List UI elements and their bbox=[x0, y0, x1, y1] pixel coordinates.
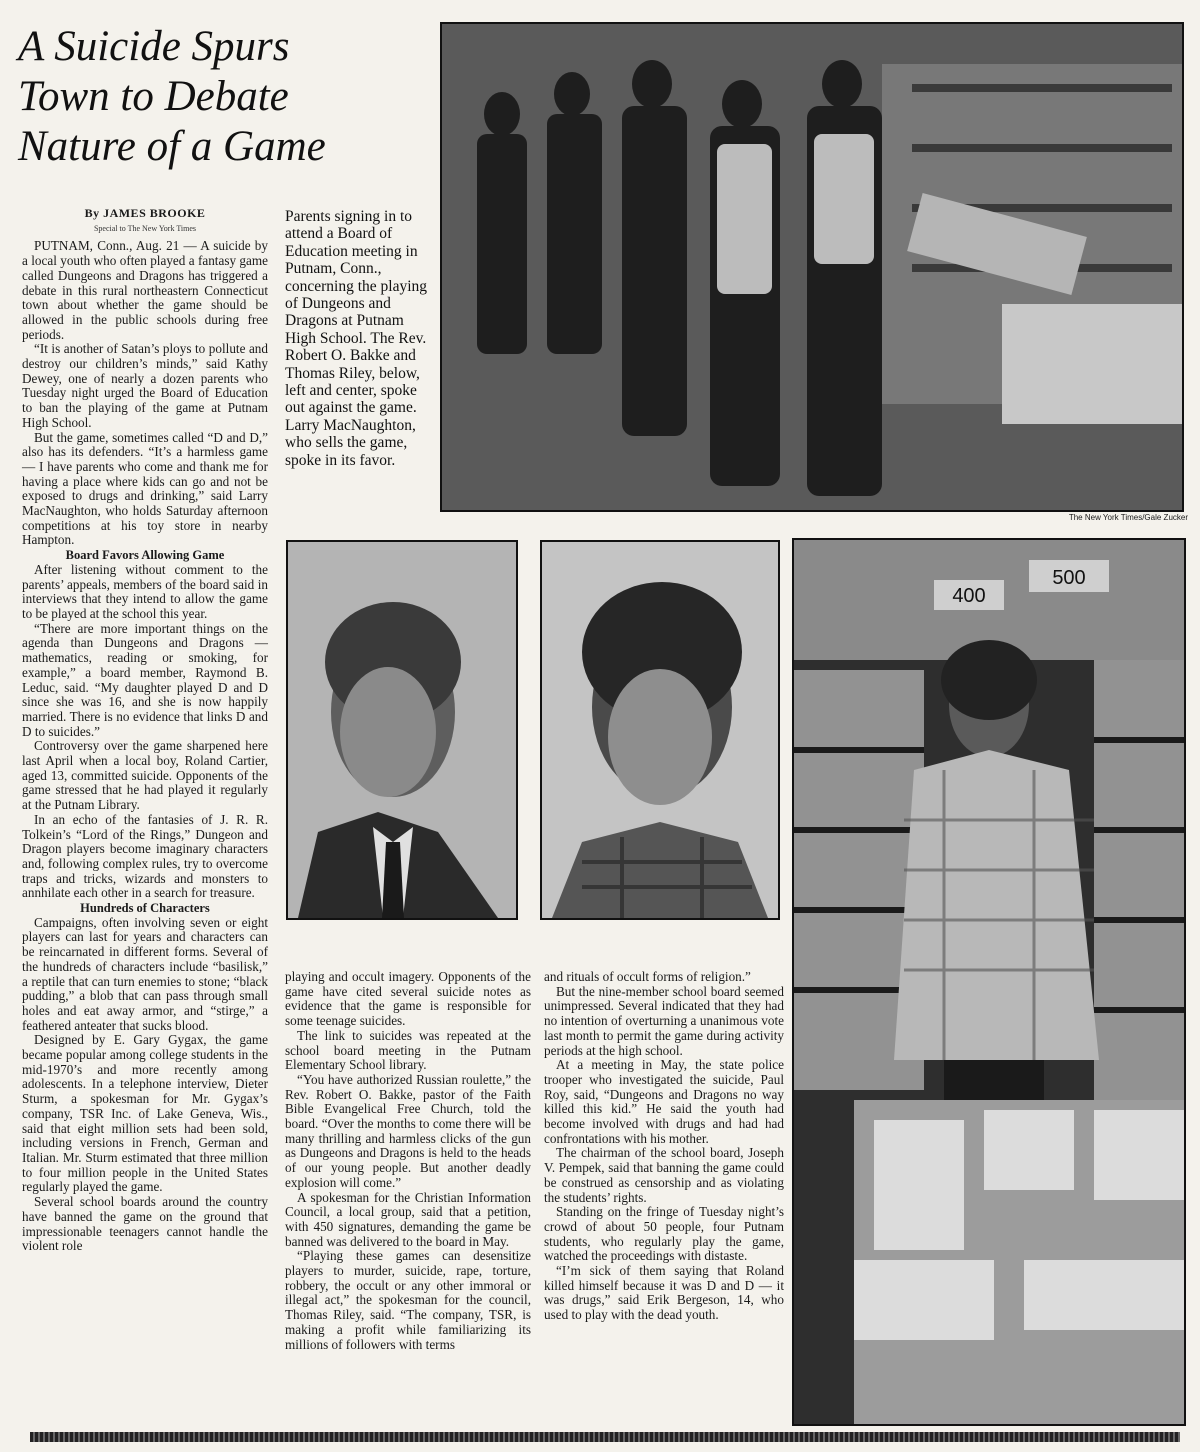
paragraph: “There are more important things on the agenda than Dungeons and Dragons — mathematics, reading or smoking, for example,” a board member, Raymond B. Leduc, said. “My daughter played D and D since she was 16, and she is now happily married. There is no evidence that links D and D to suicides.” bbox=[22, 620, 268, 739]
paragraph: “You have authorized Russian roulette,” the Rev. Robert O. Bakke, pastor of the Faith Bible Evangelical Free Church, told the board. “Over the months to come there will be many thrilling and harmless clicks of the gun as Dungeons and Dragons is held to the heads of our young people. But another deadly explosion will come.” bbox=[285, 1071, 531, 1190]
sign-400: 400 bbox=[952, 585, 986, 607]
paragraph: The chairman of the school board, Joseph V. Pempek, said that banning the game could be construed as censorship and as violating the students’ rights. bbox=[544, 1145, 784, 1205]
paragraph: PUTNAM, Conn., Aug. 21 — A suicide by a local youth who often played a fantasy game called Dungeons and Dragons has triggered a debate in this rural northeastern Connecticut town about whether the game should be allowed in the public schools during free periods. bbox=[22, 238, 268, 342]
photo-thomas-riley bbox=[540, 540, 780, 920]
paragraph: But the nine-member school board seemed unimpressed. Several indicated that they had no intention of overturning a unanimous vote last month to permit the game during activity periods at the high school. bbox=[544, 983, 784, 1058]
photo-robert-bakke bbox=[286, 540, 518, 920]
bottom-rule bbox=[30, 1432, 1180, 1442]
paragraph: But the game, sometimes called “D and D,” also has its defenders. “It’s a harmless game — I have parents who come and thank me for having a place where kids can go and not be exposed to drugs and drinking,” said Larry MacNaughton, who holds Saturday afternoon competitions at his toy store in nearby Hampton. bbox=[22, 429, 268, 548]
headline-line-2: Town to Debate bbox=[18, 73, 289, 120]
paragraph: A spokesman for the Christian Information Council, a local group, said that a petition, with 450 signatures, demanding the game be banned was delivered to the board in May. bbox=[285, 1189, 531, 1249]
paragraph: Standing on the fringe of Tuesday night’s crowd of about 50 people, four Putnam students, who regularly play the game, watched the proceedings with distaste. bbox=[544, 1204, 784, 1264]
paragraph: In an echo of the fantasies of J. R. R. Tolkein’s “Lord of the Rings,” Dungeon and Dragon players become imaginary characters and, following complex rules, try to overcome traps and tricks, wizards and monsters to annhilate each other in a search for treasure. bbox=[22, 811, 268, 901]
paragraph: Several school boards around the country have banned the game on the ground that impressionable teenagers cannot handle the violent role bbox=[22, 1194, 268, 1254]
paragraph: At a meeting in May, the state police trooper who investigated the suicide, Paul Roy, said, “Dungeons and Dragons no way killed this kid.” He said the youth had become involved with drugs and had had confrontations with his mother. bbox=[544, 1057, 784, 1146]
byline-credit: Special to The New York Times bbox=[93, 223, 197, 233]
headline bbox=[18, 22, 418, 172]
subhead: Board Favors Allowing Game bbox=[65, 548, 225, 563]
paragraph: “It is another of Satan’s ploys to pollute and destroy our children’s minds,” said Kathy Dewey, one of nearly a dozen parents who Tuesday night urged the Board of Education to ban the playing of the game at Putnam High School. bbox=[22, 341, 268, 430]
paragraph: “Playing these games can desensitize players to murder, suicide, rape, torture, robbery, the occult or any other immoral or illegal act,” the spokesman for the council, Thomas Riley, said. “The company, TSR, is making a profit while familiarizing its millions of followers with terms bbox=[285, 1248, 531, 1352]
photo-credit: The New York Times/Gale Zucker bbox=[1068, 513, 1188, 522]
article-column-3 bbox=[544, 970, 784, 1323]
paragraph: Designed by E. Gary Gygax, the game became popular among college students in the mid-1970’s and more recently among adolescents. In a telephone interview, Dieter Sturm, a spokesman for Mr. Gygax’s company, TSR Inc. of Lake Geneva, Wis., said that eight million sets had been sold, including versions in French, German and Italian. Mr. Sturm estimated that three million to four million people in the United States regularly played the game. bbox=[22, 1032, 268, 1195]
store-photo-image bbox=[794, 540, 1184, 1424]
paragraph: The link to suicides was repeated at the school board meeting in the Putnam Elementary School library. bbox=[285, 1027, 531, 1073]
paragraph: After listening without comment to the parents’ appeals, members of the board said in interviews that they intend to allow the game to be played at the school this year. bbox=[22, 561, 268, 621]
paragraph: and rituals of occult forms of religion.” bbox=[544, 969, 751, 984]
photo-image bbox=[442, 24, 1182, 510]
photo-parents-signing-in bbox=[440, 22, 1184, 512]
article-column-1 bbox=[22, 206, 268, 1254]
byline: By JAMES BROOKE bbox=[84, 206, 206, 220]
paragraph: “I’m sick of them saying that Roland killed himself because it was D and D — it was drugs,” said Erik Bergeson, 14, who used to play with the dead youth. bbox=[544, 1263, 784, 1323]
headline-line-1: A Suicide Spurs bbox=[18, 23, 290, 70]
subhead: Hundreds of Characters bbox=[80, 901, 210, 916]
paragraph: playing and occult imagery. Opponents of the game have cited several suicide notes as evidence that the game is responsible for some teenage suicides. bbox=[285, 969, 531, 1029]
portrait-image bbox=[542, 542, 778, 918]
photo-caption: Parents signing in to attend a Board of Education meeting in Putnam, Conn., concerning the playing of Dungeons and Dragons at Putnam High School. The Rev. Robert O. Bakke and Thomas Riley, below, left and center, spoke out against the game. Larry MacNaughton, who sells the game, spoke in its favor. bbox=[285, 208, 428, 469]
photo-larry-macnaughton bbox=[792, 538, 1186, 1426]
sign-500: 500 bbox=[1052, 567, 1086, 589]
paragraph: Campaigns, often involving seven or eight players can last for years and characters can be reincarnated in different forms. Several of the hundreds of characters include “basilisk,” a reptile that can turn enemies to stone; “black pudding,” a blob that can pass through small holes and eat away armor, and “stirge,” a feathered anteater that sucks blood. bbox=[22, 914, 268, 1033]
paragraph: Controversy over the game sharpened here last April when a local boy, Roland Cartier, aged 13, committed suicide. Opponents of the game stressed that he had played it regularly at the Putnam Library. bbox=[22, 738, 268, 813]
portrait-image bbox=[288, 542, 516, 918]
headline-line-3: Nature of a Game bbox=[18, 123, 326, 170]
article-column-2 bbox=[285, 970, 531, 1352]
